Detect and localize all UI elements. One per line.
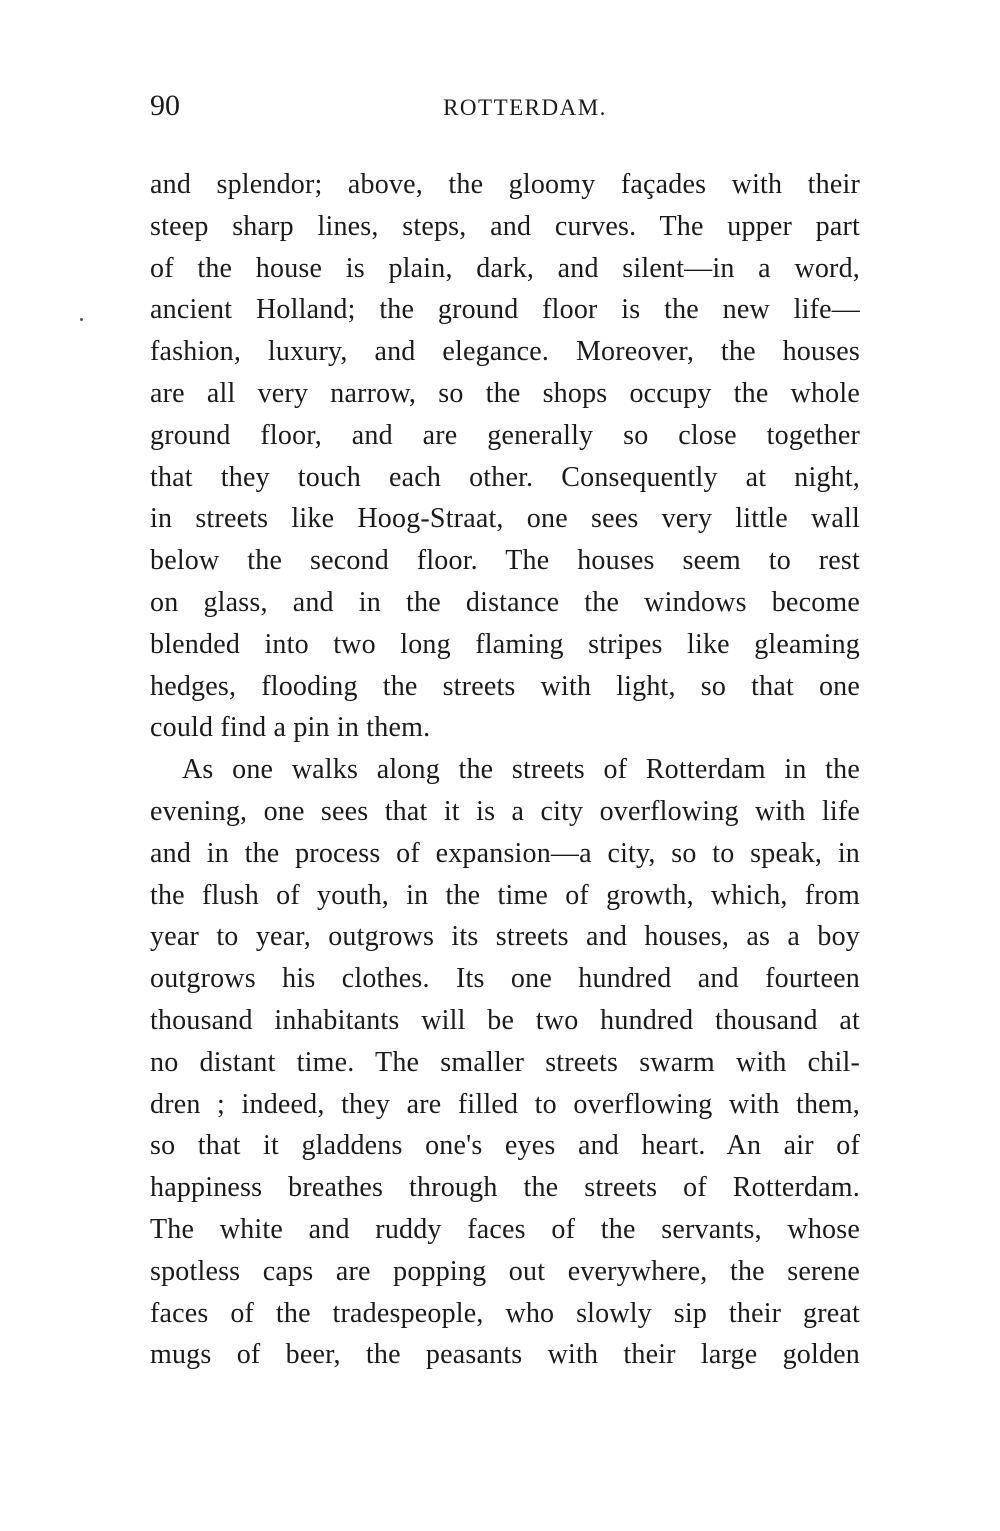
text-line: evening, one sees that it is a city overflowing with life — [150, 795, 860, 827]
text-line: blended into two long flaming stripes like gleaming — [150, 628, 860, 660]
text-line: mugs of beer, the peasants with their large golden — [150, 1339, 860, 1371]
text-line: so that it gladdens one's eyes and heart. An air of — [150, 1130, 860, 1162]
running-head: ROTTERDAM. — [443, 95, 607, 120]
text-line: and splendor; above, the gloomy façades with their — [150, 169, 860, 200]
text-line: ancient Holland; the ground floor is the new life— — [150, 294, 860, 326]
text-line: and in the process of expansion—a city, so to speak, in — [150, 837, 860, 869]
text-line: of the house is plain, dark, and silent—in a word, — [150, 252, 860, 284]
text-line: the flush of youth, in the time of growth, which, from — [150, 879, 860, 911]
text-line: thousand inhabitants will be two hundred thousand at — [150, 1004, 860, 1036]
text-line: on glass, and in the distance the windows become — [150, 586, 860, 618]
text-line: are all very narrow, so the shops occupy the whole — [150, 377, 860, 409]
text-line: could find a pin in them. — [150, 712, 431, 744]
text-line: no distant time. The smaller streets swarm with chil- — [150, 1046, 860, 1078]
text-line: hedges, flooding the streets with light, so that one — [150, 670, 860, 702]
text-line: below the second floor. The houses seem to rest — [150, 545, 860, 577]
paragraph-1 — [150, 164, 860, 749]
body-text — [150, 164, 860, 1376]
print-speck — [80, 318, 83, 321]
text-line: ground floor, and are generally so close together — [150, 419, 860, 451]
text-line: in streets like Hoog-Straat, one sees very little wall — [150, 503, 860, 535]
paragraph-2 — [150, 749, 860, 1376]
text-line: happiness breathes through the streets of Rotterdam. — [150, 1172, 860, 1204]
text-line: The white and ruddy faces of the servants, whose — [150, 1213, 860, 1245]
text-line: As one walks along the streets of Rotterdam in the — [182, 754, 860, 786]
text-line: outgrows his clothes. Its one hundred and fourteen — [150, 963, 860, 995]
text-line: fashion, luxury, and elegance. Moreover, the houses — [150, 336, 860, 368]
text-line: steep sharp lines, steps, and curves. The upper part — [150, 210, 860, 242]
page-number: 90 — [150, 89, 180, 122]
page-header — [150, 86, 860, 126]
text-line: spotless caps are popping out everywhere, the serene — [150, 1255, 860, 1287]
text-line: year to year, outgrows its streets and houses, as a boy — [150, 921, 860, 953]
text-line: dren ; indeed, they are filled to overflowing with them, — [150, 1088, 860, 1120]
text-line: faces of the tradespeople, who slowly sip their great — [150, 1297, 860, 1329]
text-line: that they touch each other. Consequently at night, — [150, 461, 860, 493]
